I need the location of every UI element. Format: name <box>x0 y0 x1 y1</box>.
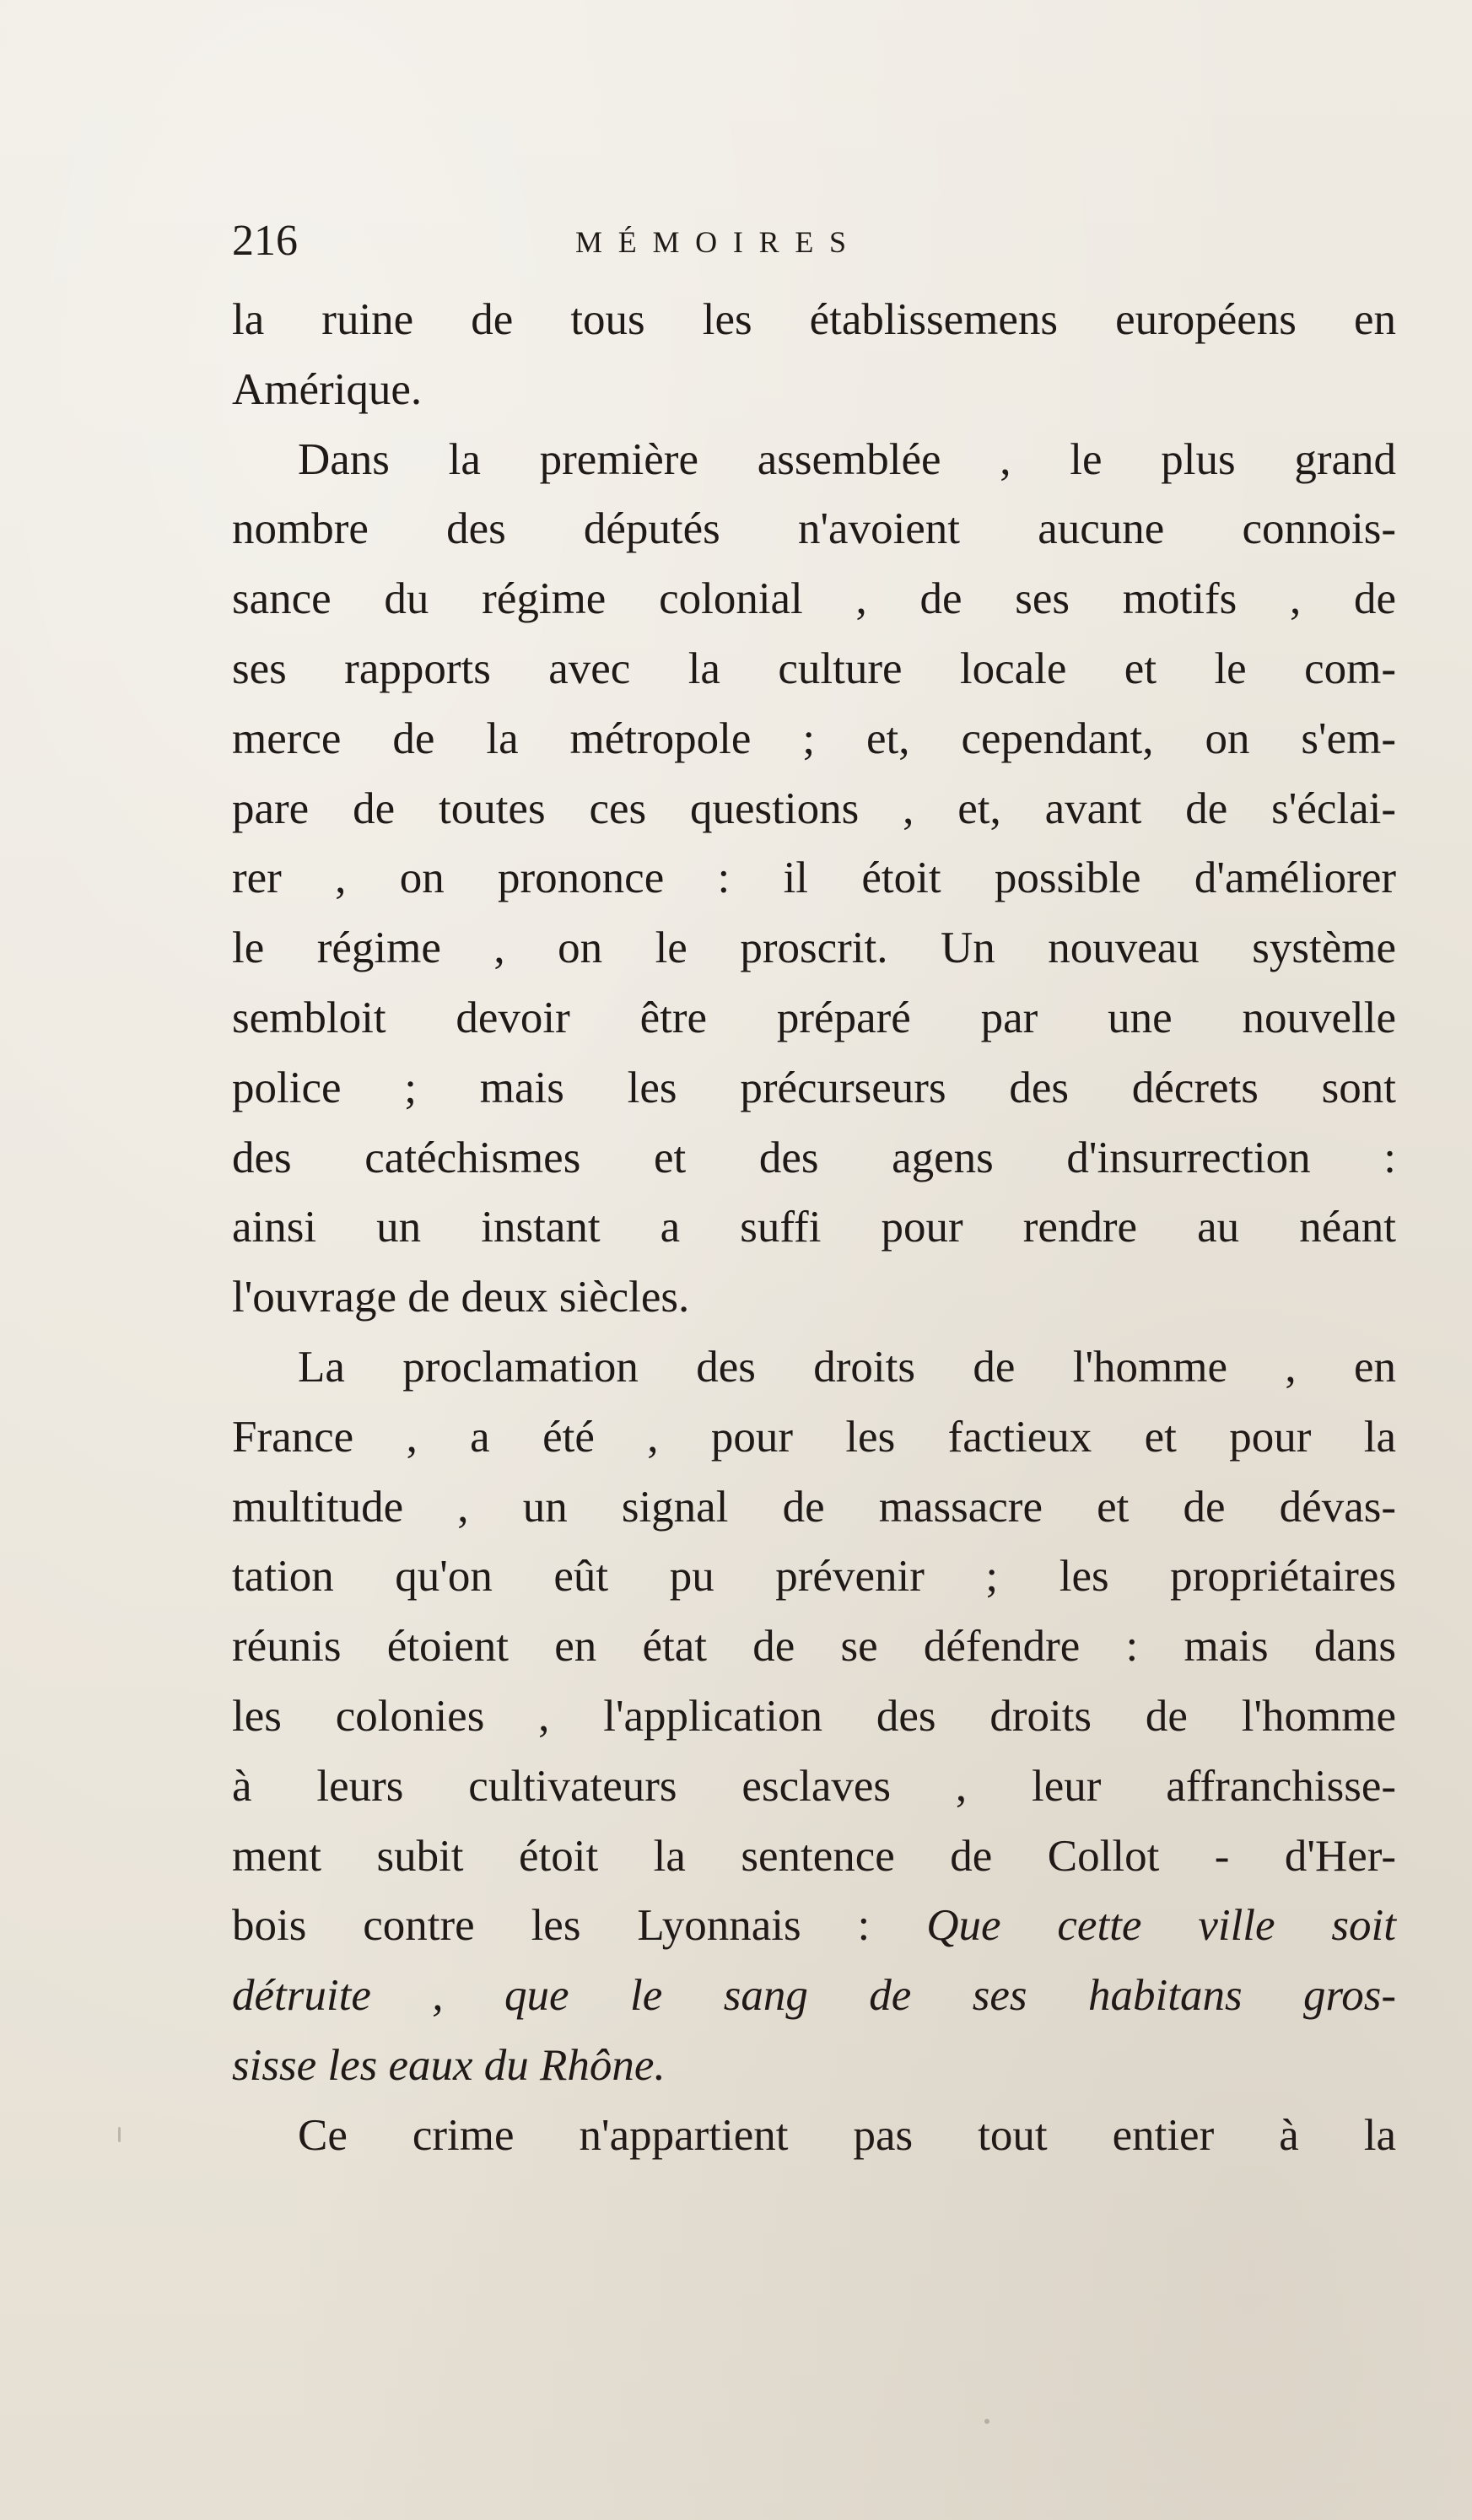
text-line: la ruine de tous les établissemens européens en <box>232 295 1396 344</box>
text-line: police ; mais les précurseurs des décrets sont <box>232 1063 1396 1112</box>
paragraph-start-line: La proclamation des droits de l'homme , en <box>298 1342 1396 1392</box>
text-line: nombre des députés n'avoient aucune connois- <box>232 504 1396 554</box>
quote-lead-in: bois contre les Lyonnais : <box>232 1901 871 1951</box>
body-text <box>232 285 1396 2171</box>
text-line: des catéchismes et des agens d'insurrection : <box>232 1133 1396 1182</box>
text-line: à leurs cultivateurs esclaves , leur affranchisse- <box>232 1761 1396 1811</box>
text-line: sembloit devoir être préparé par une nouvelle <box>232 993 1396 1042</box>
text-line: ses rapports avec la culture locale et le com- <box>232 643 1396 693</box>
page-header <box>232 207 1413 275</box>
italic-quotation-line: détruite , que le sang de ses habitans gros- <box>232 1971 1396 2021</box>
paper-speck <box>984 2419 989 2424</box>
text-line: ment subit étoit la sentence de Collot - d'Her- <box>232 1831 1396 1881</box>
paper-mark <box>118 2127 121 2142</box>
text-line: le régime , on le proscrit. Un nouveau système <box>232 923 1396 973</box>
italic-quotation-line: sisse les eaux du Rhône. <box>232 2040 666 2090</box>
text-line: rer , on prononce : il étoit possible d'améliorer <box>232 853 1396 903</box>
text-line: réunis étoient en état de se défendre : mais dans <box>232 1622 1396 1672</box>
text-line: les colonies , l'application des droits de l'homme <box>232 1691 1396 1741</box>
text-line: France , a été , pour les factieux et pour la <box>232 1412 1396 1462</box>
text-line-with-quote <box>232 1891 1396 1961</box>
text-line: l'ouvrage de deux siècles. <box>232 1273 690 1322</box>
paragraph-start-line: Dans la première assemblée , le plus grand <box>298 434 1396 484</box>
page-number: 216 <box>232 217 298 265</box>
text-line: sance du régime colonial , de ses motifs , de <box>232 574 1396 624</box>
text-line: Amérique. <box>232 364 423 414</box>
text-line: merce de la métropole ; et, cependant, on s'em- <box>232 713 1396 763</box>
paragraph-start-line: Ce crime n'appartient pas tout entier à la <box>298 2110 1396 2160</box>
running-title: MÉMOIRES <box>575 225 862 259</box>
text-line: ainsi un instant a suffi pour rendre au néant <box>232 1203 1396 1252</box>
text-line: multitude , un signal de massacre et de dévas- <box>232 1482 1396 1532</box>
text-line: tation qu'on eût pu prévenir ; les propriétaires <box>232 1552 1396 1602</box>
italic-quotation: Que cette ville soit <box>926 1901 1397 1951</box>
text-line: pare de toutes ces questions , et, avant de s'éclai- <box>232 783 1396 833</box>
